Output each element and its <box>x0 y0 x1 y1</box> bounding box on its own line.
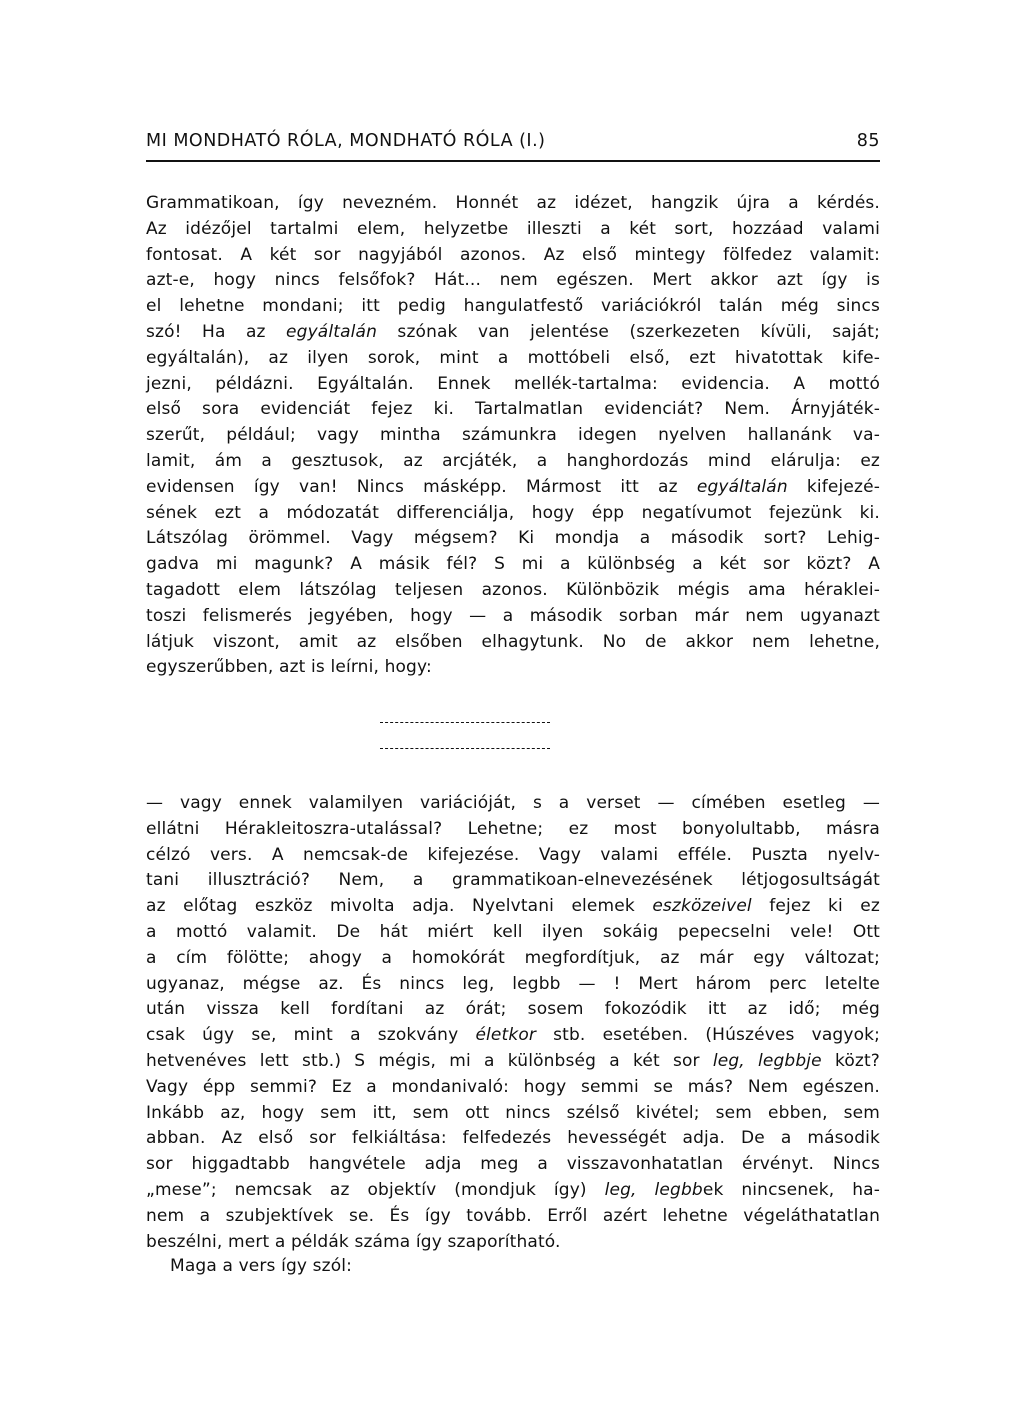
text-line <box>146 791 880 817</box>
text-run: evidensen így van! Nincs másképp. Mármost itt az <box>146 476 697 497</box>
text-line <box>146 972 880 998</box>
text-line <box>146 552 880 578</box>
text-run: a cím fölötte; ahogy a homokórát megfordítjuk, az már egy változat; <box>146 947 880 968</box>
text-line <box>146 868 880 894</box>
text-run: jezni, példázni. Egyáltalán. Ennek mellék-tartalma: evidencia. A mottó <box>146 373 880 394</box>
text-run: fejez ki ez <box>751 896 880 917</box>
text-line <box>146 997 880 1023</box>
text-run: célzó vers. A nemcsak-de kifejezése. Vagy valami efféle. Puszta nyelv- <box>146 844 880 865</box>
text-line <box>146 894 880 920</box>
text-run: közt? <box>821 1050 880 1071</box>
text-line <box>146 920 880 946</box>
text-line <box>146 578 880 604</box>
text-line <box>146 655 880 681</box>
text-run: ellátni Hérakleitoszra-utalással? Lehetne; ez most bonyolultabb, másra <box>146 818 880 839</box>
text-run: gadva mi magunk? A másik fél? S mi a különbség a két sor közt? A <box>146 554 880 575</box>
text-run: fontosat. A két sor nagyjából azonos. Az első mintegy fölfedez valamit: <box>146 244 880 265</box>
italic-text-run: leg, legbbje <box>712 1050 822 1071</box>
dash-line-2 <box>380 748 550 749</box>
text-run: szó! Ha az <box>146 321 287 342</box>
page-number: 85 <box>856 131 880 151</box>
text-line <box>146 243 880 269</box>
text-line <box>146 1152 880 1178</box>
text-run: kifejezé- <box>787 476 880 497</box>
paragraph-2 <box>146 791 880 1255</box>
text-run: ugyanaz, mégse az. És nincs leg, legbb — ! Mert három perc letelte <box>146 973 880 994</box>
running-head <box>146 126 880 162</box>
book-page <box>146 126 880 162</box>
text-run: azt-e, hogy nincs felsőfok? Hát... nem egészen. Mert akkor azt így is <box>146 270 880 291</box>
text-run: sor higgadtabb hangvétele adja meg a visszavonhatatlan érvényt. Nincs <box>146 1154 880 1175</box>
text-run: egyáltalán), az ilyen sorok, mint a mottóbeli első, ezt hivatottak kife- <box>146 347 880 368</box>
text-line <box>146 946 880 972</box>
text-run: egyszerűbben, azt is leírni, hogy: <box>146 657 432 678</box>
italic-text-run: egyáltalán <box>696 476 788 497</box>
text-run: stb. esetében. (Húszéves vagyok; <box>536 1025 880 1046</box>
text-line <box>146 294 880 320</box>
text-run: a mottó valamit. De hát miért kell ilyen sokáig pepecselni vele! Ott <box>146 921 880 942</box>
text-line <box>146 843 880 869</box>
text-line <box>146 1101 880 1127</box>
closing-line: Maga a vers így szól: <box>170 1256 353 1276</box>
running-head-title: MI MONDHATÓ RÓLA, MONDHATÓ RÓLA (I.) <box>146 131 546 151</box>
text-line <box>146 1204 880 1230</box>
text-run: látjuk viszont, amit az elsőben elhagytunk. No de akkor nem lehetne, <box>146 631 880 652</box>
text-run: Grammatikoan, így nevezném. Honnét az idézet, hangzik újra a kérdés. <box>146 193 880 213</box>
italic-text-run: életkor <box>475 1025 537 1046</box>
text-run: tagadott elem látszólag teljesen azonos. Különbözik mégis ama héraklei- <box>146 579 880 600</box>
text-line <box>146 346 880 372</box>
text-line <box>146 1023 880 1049</box>
text-line <box>146 1075 880 1101</box>
text-line <box>146 526 880 552</box>
text-line <box>146 817 880 843</box>
text-run: nem a szubjektívek se. És így tovább. Erről azért lehetne végeláthatatlan <box>146 1205 880 1226</box>
text-run: után vissza kell fordítani az órát; sosem fokozódik itt az idő; még <box>146 999 880 1020</box>
text-run: csak úgy se, mint a szokvány <box>146 1025 476 1046</box>
text-line <box>146 191 880 217</box>
text-line <box>146 630 880 656</box>
italic-text-run: eszközeivel <box>652 896 752 917</box>
italic-text-run: leg, legbb <box>604 1179 703 1200</box>
text-line <box>146 604 880 630</box>
text-run: első sora evidenciát fejez ki. Tartalmatlan evidenciát? Nem. Árnyjáték- <box>146 399 880 420</box>
text-run: hetvenéves lett stb.) S mégis, mi a különbség a két sor <box>146 1050 713 1071</box>
text-run: az előtag eszköz mivolta adja. Nyelvtani elemek <box>146 896 653 917</box>
text-line <box>146 397 880 423</box>
italic-text-run: egyáltalán <box>286 321 377 342</box>
text-line <box>146 475 880 501</box>
text-run: Látszólag örömmel. Vagy mégsem? Ki mondja a második sort? Lehig- <box>146 528 880 549</box>
text-line <box>146 423 880 449</box>
text-run: abban. Az első sor felkiáltása: felfedezés hevességét adja. De a második <box>146 1128 880 1149</box>
text-run: Az idézőjel tartalmi elem, helyzetbe illeszti a két sort, hozzáad valami <box>146 218 880 239</box>
text-line <box>146 1049 880 1075</box>
text-line <box>146 217 880 243</box>
text-line <box>146 449 880 475</box>
text-run: „mese”; nemcsak az objektív (mondjuk így) <box>146 1179 605 1200</box>
text-line <box>146 1126 880 1152</box>
text-run: beszélni, mert a példák száma így szaporítható. <box>146 1231 561 1252</box>
dash-line-1 <box>380 722 550 723</box>
text-run: Vagy épp semmi? Ez a mondanivaló: hogy semmi se más? Nem egészen. <box>146 1076 880 1097</box>
text-line <box>146 1230 880 1256</box>
text-run: szónak van jelentése (szerkezeten kívüli, saját; <box>377 321 880 342</box>
text-run: el lehetne mondani; itt pedig hangulatfestő variációkról talán még sincs <box>146 296 880 317</box>
text-run: lamit, ám a gesztusok, az arcjáték, a hanghordozás mind elárulja: ez <box>146 450 880 471</box>
closing-paragraph <box>146 1254 880 1280</box>
text-run: szerűt, például; vagy mintha számunkra idegen nyelven hallanánk va- <box>146 425 880 446</box>
text-line <box>146 501 880 527</box>
text-line <box>146 320 880 346</box>
text-run: Inkább az, hogy sem itt, sem ott nincs szélső kivétel; sem ebben, sem <box>146 1102 880 1123</box>
text-run: — vagy ennek valamilyen variációját, s a verset — címében esetleg — <box>146 793 880 813</box>
text-run: tani illusztráció? Nem, a grammatikoan-elnevezésének létjogosultságát <box>146 870 880 891</box>
text-line <box>146 372 880 398</box>
text-run: toszi felismerés jegyében, hogy — a második sorban már nem ugyanazt <box>146 605 880 626</box>
text-line <box>146 268 880 294</box>
paragraph-1 <box>146 191 880 681</box>
text-run: sének ezt a módozatát differenciálja, hogy épp negatívumot fejezünk ki. <box>146 502 880 523</box>
text-line <box>146 1178 880 1204</box>
text-run: ek nincsenek, ha- <box>702 1179 880 1200</box>
